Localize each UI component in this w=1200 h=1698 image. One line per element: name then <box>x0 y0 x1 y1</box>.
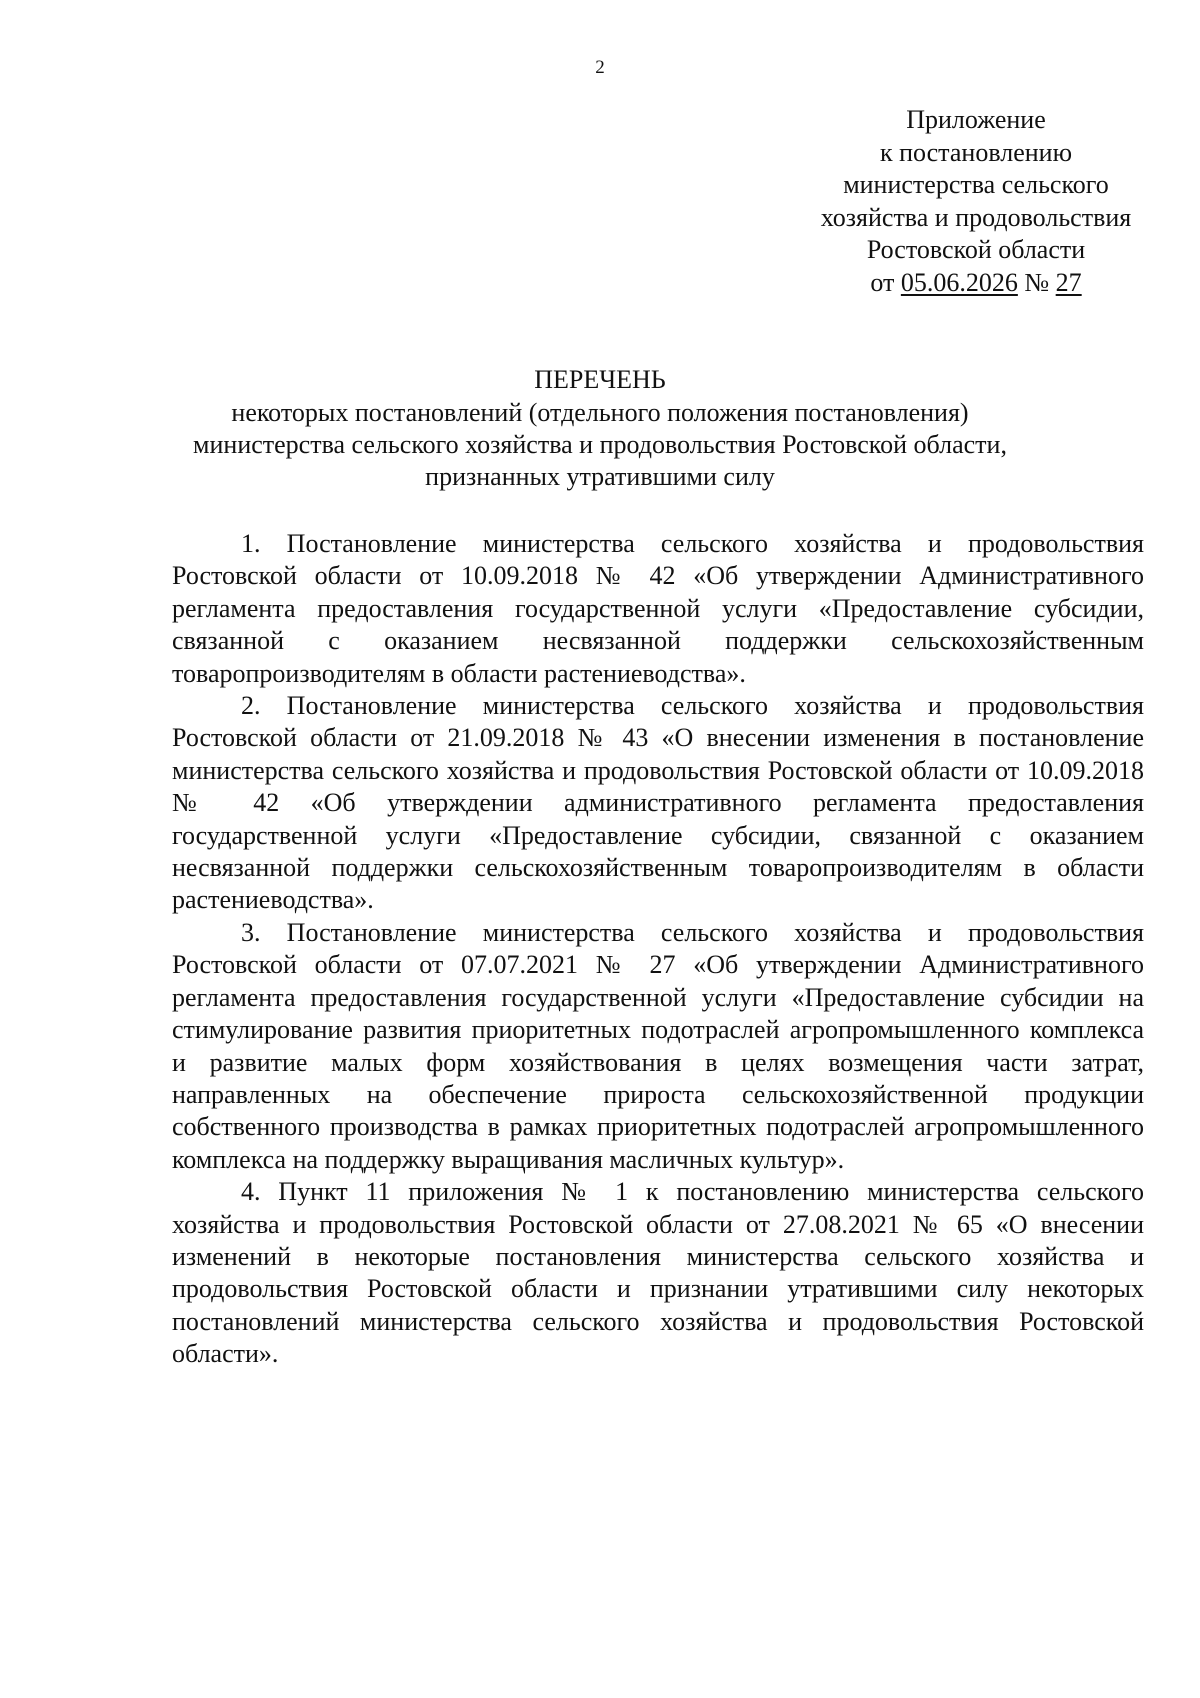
appendix-line-2: к постановлению <box>879 137 1073 167</box>
appendix-line-1: Приложение <box>906 105 1046 134</box>
appendix-line-3: министерства сельского <box>843 170 1109 199</box>
appendix-header <box>782 104 1170 299</box>
document-subtitle-line-1: некоторых постановлений (отдельного положения постановления) <box>231 398 969 427</box>
appendix-line-4: хозяйства и продовольствия <box>820 202 1132 232</box>
appendix-line-5: Ростовской области <box>866 235 1086 264</box>
document-subtitle-line-2: министерства сельского хозяйства и продовольствия Ростовской области, <box>193 430 1007 459</box>
list-item-1: 1. Постановление министерства сельского хозяйства и продовольствия Ростовской области от 10.09.2018 № 42 «Об утверждении Административного регламента предоставления государственной услуги «Предоставление субсидии, связанной с оказанием несвязанной поддержки сельскохозяйственным товаропроизводителям в области растениеводства». <box>172 529 1144 688</box>
list-item-2: 2. Постановление министерства сельского хозяйства и продовольствия Ростовской области от 21.09.2018 № 43 «О внесении изменения в постановление министерства сельского хозяйства и продовольствия Ростовской области от 10.09.2018 № 42 «Об утверждении административного регламента предоставления государственной услуги «Предоставление субсидии, связанной с оказанием несвязанной поддержки сельскохозяйственным товаропроизводителям в области растениеводства». <box>172 691 1144 915</box>
list-item-3: 3. Постановление министерства сельского хозяйства и продовольствия Ростовской области от 07.07.2021 № 27 «Об утверждении Административного регламента предоставления государственной услуги «Предоставление субсидии на стимулирование развития приоритетных подотраслей агропромышленного комплекса и развитие малых форм хозяйствования в целях возмещения части затрат, направленных на обеспечение прироста сельскохозяйственной продукции собственного производства в рамках приоритетных подотраслей агропромышленного комплекса на поддержку выращивания масличных культур». <box>172 917 1144 1174</box>
page-number: 2 <box>595 57 605 78</box>
document-subtitle-line-3: признанных утратившими силу <box>425 462 775 491</box>
appendix-number-sign: № <box>1017 267 1056 297</box>
appendix-date: 05.06.2026 <box>900 267 1018 297</box>
appendix-date-prefix: от <box>870 267 901 297</box>
document-title-block <box>100 364 1100 493</box>
appendix-number: 27 <box>1055 267 1082 297</box>
document-heading: ПЕРЕЧЕНЬ <box>534 365 666 394</box>
document-body <box>172 528 1144 1371</box>
list-item-4: 4. Пункт 11 приложения № 1 к постановлению министерства сельского хозяйства и продовольствия Ростовской области от 27.08.2021 № 65 «О внесении изменений в некоторые постановления министерства сельского хозяйства и продовольствия Ростовской области и признании утратившими силу некоторых постановлений министерства сельского хозяйства и продовольствия Ростовской области». <box>172 1177 1144 1369</box>
appendix-date-line <box>782 267 1170 300</box>
